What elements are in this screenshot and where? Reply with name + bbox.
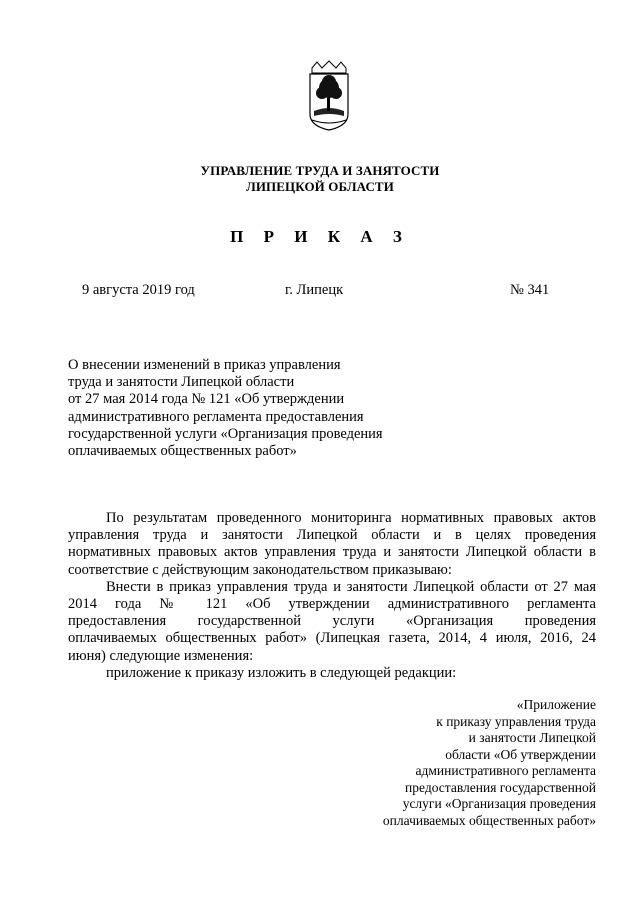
body-line: Внести в приказ управления труда и занятости Липецкой области от 27 мая — [106, 578, 596, 595]
appendix-line: к приказу управления труда — [436, 713, 596, 729]
document-number: № 341 — [510, 282, 550, 298]
document-subject — [68, 357, 428, 460]
document-body — [68, 510, 596, 682]
appendix-line: предоставления государственной — [405, 779, 596, 795]
appendix-line: области «Об утверждении — [445, 746, 596, 762]
appendix-reference — [356, 697, 596, 829]
body-line: оплачиваемых общественных работ» (Липецкая газета, 2014, 4 июля, 2016, 24 — [68, 630, 596, 647]
subject-line: государственной услуги «Организация проведения — [68, 425, 383, 442]
body-line: По результатам проведенного мониторинга нормативных правовых актов — [106, 510, 596, 526]
subject-line: труда и занятости Липецкой области — [68, 374, 295, 391]
subject-line: административного регламента предоставления — [68, 408, 364, 425]
subject-line: оплачиваемых общественных работ» — [68, 443, 297, 460]
coat-of-arms-icon — [304, 60, 354, 132]
appendix-line: «Приложение — [516, 697, 596, 712]
organization-name-line-1: УПРАВЛЕНИЕ ТРУДА И ЗАНЯТОСТИ — [200, 163, 440, 178]
body-line: соответствие с действующим законодательством приказываю: — [68, 561, 452, 578]
subject-line: от 27 мая 2014 года № 121 «Об утверждении — [68, 391, 345, 408]
body-line: 2014 года № 121 «Об утверждении административного регламента — [68, 596, 596, 613]
body-line: предоставления государственной услуги «Организация проведения — [68, 613, 596, 630]
appendix-line: административного регламента — [415, 763, 596, 778]
organization-name-line-2: ЛИПЕЦКОЙ ОБЛАСТИ — [246, 179, 394, 194]
appendix-line: и занятости Липецкой — [468, 730, 596, 745]
body-line: управления труда и занятости Липецкой области и в целях проведения — [68, 527, 596, 544]
document-title: П Р И К А З — [230, 227, 410, 246]
document-date: 9 августа 2019 год — [82, 282, 195, 298]
body-line: нормативных правовых актов управления труда и занятости Липецкой области в — [68, 544, 596, 561]
subject-line: О внесении изменений в приказ управления — [68, 357, 341, 373]
document-city: г. Липецк — [285, 282, 344, 298]
body-line: приложение к приказу изложить в следующей редакции: — [106, 664, 457, 681]
body-line: июня) следующие изменения: — [68, 647, 254, 664]
appendix-line: услуги «Организация проведения — [402, 796, 596, 811]
appendix-line: оплачиваемых общественных работ» — [382, 812, 596, 828]
